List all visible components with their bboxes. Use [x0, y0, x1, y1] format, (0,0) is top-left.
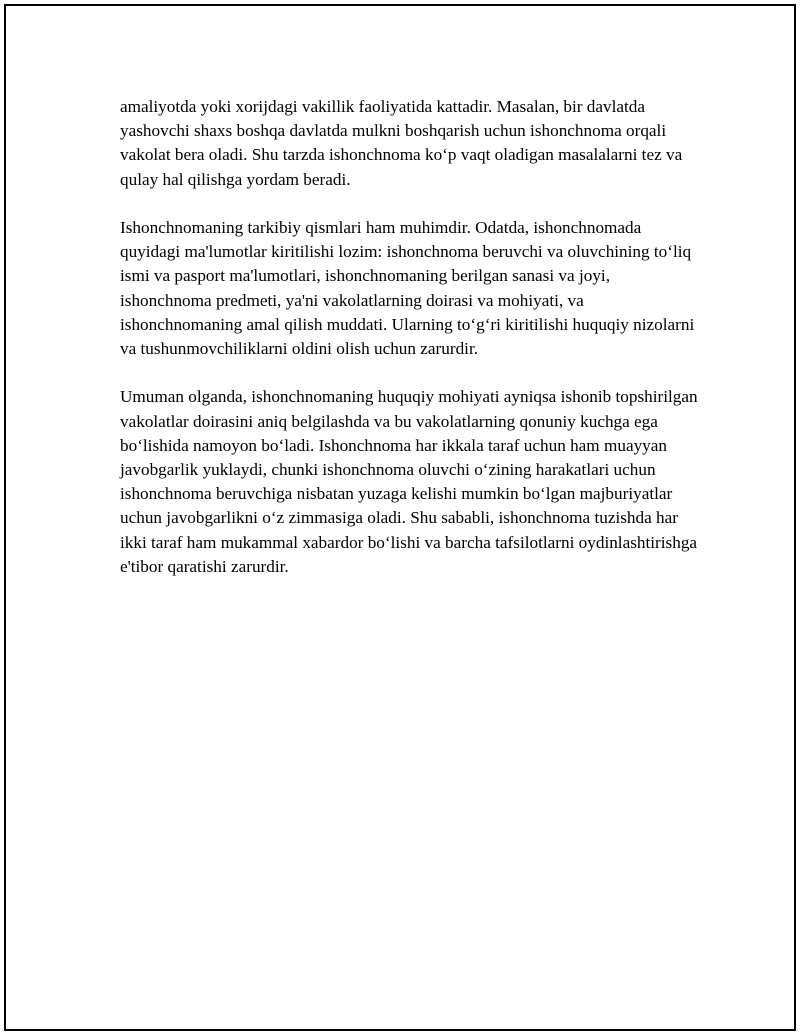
document-body [120, 95, 700, 603]
document-page [4, 4, 796, 1031]
paragraph-1: amaliyotda yoki xorijdagi vakillik faoliyatida kattadir. Masalan, bir davlatda yashovchi shaxs boshqa davlatda mulkni boshqarish uchun ishonchnoma orqali vakolat bera oladi. Shu tarzda ishonchnoma koʻp vaqt oladigan masalalarni tez va qulay hal qilishga yordam beradi. [120, 97, 683, 189]
paragraph-3: Umuman olganda, ishonchnomaning huquqiy mohiyati ayniqsa ishonib topshirilgan vakolatlar doirasini aniq belgilashda va bu vakolatlarning qonuniy kuchga ega boʻlishida namoyon boʻladi. Ishonchnoma har ikkala taraf uchun ham muayyan javobgarlik yuklaydi, chunki ishonchnoma oluvchi oʻzining harakatlari uchun ishonchnoma beruvchiga nisbatan yuzaga kelishi mumkin boʻlgan majburiyatlar uchun javobgarlikni oʻz zimmasiga oladi. Shu sababli, ishonchnoma tuzishda har ikki taraf ham mukammal xabardor boʻlishi va barcha tafsilotlarni oydinlashtirishga e'tibor qaratishi zarurdir. [120, 387, 698, 576]
paragraph-2: Ishonchnomaning tarkibiy qismlari ham muhimdir. Odatda, ishonchnomada quyidagi ma'lumotlar kiritilishi lozim: ishonchnoma beruvchi va oluvchining toʻliq ismi va pasport ma'lumotlari, ishonchnomaning berilgan sanasi va joyi, ishonchnoma predmeti, ya'ni vakolatlarning doirasi va mohiyati, va ishonchnomaning amal qilish muddati. Ularning toʻgʻri kiritilishi huquqiy nizolarni va tushunmovchiliklarni oldini olish uchun zarurdir. [120, 218, 695, 359]
